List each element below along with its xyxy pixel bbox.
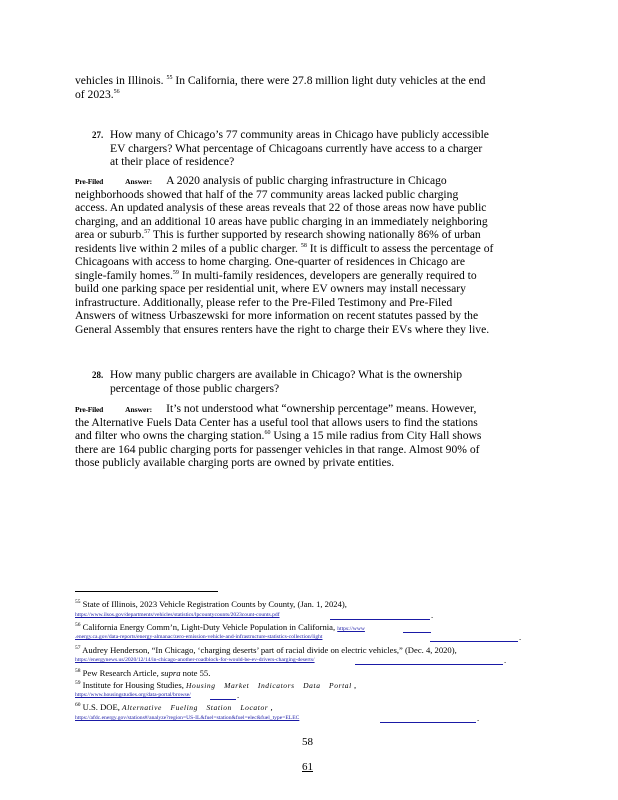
footnote-55: $^{55}$ State of Illinois, 2023 Vehicle Registration Counts by County, (Jan. 1, 2024), [75,599,347,609]
footnote-59-link-underline [210,699,236,700]
footnote-60: $^{60}$ U.S. DOE, Alternative Fueling Station Locator , [75,702,273,712]
footnote-ref-58[interactable]: 58 [300,243,307,250]
question-28-line-1: How many public chargers are available in Chicago? What is the ownership [110,368,463,381]
footnote-57-link[interactable]: https://energynews.us/2020/12/14/in-chicago-another-roadblock-for-would-be-ev-drivers-charging-deserts/ [75,657,315,663]
footnote-57-link-underline [355,664,503,665]
footnote-56: $^{56}$ California Energy Comm’n, Light-Duty Vehicle Population in California, https://www [75,622,365,632]
page-number-outer: 61 [302,761,313,773]
footnote-55-link-underline [330,619,430,620]
answer-27-line-7: Chicagoans with access to home charging. One-quarter of residences in Chicago are [75,255,465,268]
footnote-60-link-underline [380,722,476,723]
footnote-57: $^{57}$ Audrey Henderson, “In Chicago, ‘charging deserts’ part of racial divide on electric vehicles,” (Dec. 4, 2020), [75,645,457,655]
question-28-number: 28. [92,370,104,380]
answer-27-line-4: charging, and an additional 10 areas have public charging in an immediately neighboring [75,215,488,228]
footnote-56-link-start[interactable]: https://www [337,626,365,632]
question-27-number: 27. [92,130,104,140]
footnote-ref-55[interactable]: 55 [166,75,173,82]
footnote-55-link[interactable]: https://www.ilsos.gov/departments/vehicles/statistics/lpcountycounts/2023count-counts.pdf [75,612,280,618]
footnote-56-link-underline-2 [430,641,518,642]
answer-28-line-5: those publicly available charging ports are owned by private entities. [75,456,395,469]
answer-27-line-10: infrastructure. Additionally, please refer to the Pre-Filed Testimony and Pre-Filed [75,296,453,309]
intro-line-2: of 2023.56 [75,88,120,101]
footnote-56-link-underline [403,632,431,633]
answer-27-line-11: Answers of witness Urbaszewski for more information on recent statutes passed by the [75,309,479,322]
answer-27-line-9: build one parking space per residential unit, where EV owners may install necessary [75,282,466,295]
footnote-separator [75,591,218,592]
prefiled-label: Pre-Filed [75,405,104,414]
answer-27-line-3: access. An updated analysis of these areas reveals that 22 of those areas now have public [75,201,487,214]
question-27-line-1: How many of Chicago’s 77 community areas in Chicago have publicly accessible [110,128,489,141]
answer-28-line-2: the Alternative Fuels Data Center has a useful tool that allows users to find the stations [75,416,478,429]
answer-28-line-4: there are 164 public charging ports for passenger vehicles in that range. Almost 90% of [75,443,480,456]
prefiled-label: Pre-Filed [75,177,104,186]
answer-27-line-2: neighborhoods showed that half of the 77 community areas lacked public charging [75,188,459,201]
question-27-line-2: EV chargers? What percentage of Chicagoans currently have access to a charger [110,142,483,155]
footnote-56-link[interactable]: .energy.ca.gov/data-reports/energy-almanac/zero-emission-vehicle-and-infrastructure-statistics-collection/light [75,634,323,640]
footnote-ref-60[interactable]: 60 [264,430,271,437]
intro-line-1: vehicles in Illinois. $^{55}$ In California, there were 27.8 million light duty vehicles at the end [75,74,486,87]
footnote-ref-56[interactable]: 56 [113,89,120,96]
footnote-58: $^{58}$ Pew Research Article, supra note 55. [75,668,211,678]
document-page: vehicles in Illinois. $^{55}$ In California, there were 27.8 million light duty vehicles at the end of 2023.56 27. How many of Chicago’s 77 community areas in Chicago have publicly accessible EV chargers? What percentage of Chicagoans currently have access to a charger at their place of residence? Pre-Filed Answer: A 2020 analysis of public charging infrastructure in Chicago neighborhoods showed that half of the 77 community areas lacked public charging access. An updated analysis of these areas reveals that 22 of those areas now have public charging, and an additional 10 areas have public charging in an immediately neighboring area or suburb.$^{57}$ This is further supported by research showing nationally 86% of urban residents live within 2 miles of a public charger. $^{58}$ It is difficult to assess the percentage of Chicagoans with access to home charging. One-quarter of residences in Chicago are single-family homes.$^{59}$ In multi-family residences, developers are generally required to build one parking space per residential unit, where EV owners may install necessary infrastructure. Additionally, please refer to the Pre-Filed Testimony and Pre-Filed Answers of witness Urbaszewski for more information on recent statutes passed by the General Assembly that ensures renters have the right to charge their EVs where they live. 28. How many public chargers are available in Chicago? What is the ownership percentage of those public chargers? Pre-Filed Answer: It’s not understood what “ownership percentage” means. However, the Alternative Fuels Data Center has a useful tool that allows users to find the stations and filter who owns the charging station.$^{60}$ Using a 15 mile radius from City Hall shows there are 164 public charging ports for passenger vehicles in that range. Almost 90% of those publicly available charging ports are owned by private entities. $^{55}$ State of Illinois, 2023 Vehicle Registration Counts by County, (Jan. 1, 2024), https://www.ilsos.gov/departments/vehicles/statistics/lpcountycounts/2023count-counts.pdf . $^{56}$ California Energy Comm’n, Light-Duty Vehicle Population in California, https://www .energy.ca.gov/data-reports/energy-almanac/zero-emission-vehicle-and-infrastructure-statistics-collection/light . $^{57}$ Audrey Henderson, “In Chicago, ‘charging deserts’ part of racial divide on electric vehicles,” (Dec. 4, 2020), https://energynews.us/2020/12/14/in-chicago-another-roadblock-for-would-be-ev-drivers-charging-deserts/ . $^{58}$ Pew Research Article, supra note 55. $^{59}$ Institute for Housing Studies, Housing Market Indicators Data Portal , https://www.housingstudies.org/data-portal/browse/ . $^{60}$ U.S. DOE, Alternative Fueling Station Locator , https://afdc.energy.gov/stations#/analyze?region=US-IL&fuel=station&fuel=elec&fuel_type=ELEC . 58 61 [75,74,522,773]
footnote-59: $^{59}$ Institute for Housing Studies, Housing Market Indicators Data Portal , [75,680,357,690]
footnote-ref-59[interactable]: 59 [172,270,179,277]
footnote-ref-57[interactable]: 57 [144,229,151,236]
footnote-60-link[interactable]: https://afdc.energy.gov/stations#/analyze?region=US-IL&fuel=station&fuel=elec&fuel_type=ELEC [75,715,300,721]
answer-27-line-5: area or suburb.$^{57}$ This is further supported by research showing nationally 86% of urban [75,228,481,241]
answer-label: Answer: [125,177,153,186]
answer-27-line-12: General Assembly that ensures renters have the right to charge their EVs where they live. [75,323,490,336]
question-27-line-3: at their place of residence? [110,155,235,168]
answer-label: Answer: [125,405,153,414]
answer-27-line-6: residents live within 2 miles of a public charger. $^{58}$ It is difficult to assess the percentage of [75,242,494,255]
question-28-line-2: percentage of those public chargers? [110,382,280,395]
footnote-59-link[interactable]: https://www.housingstudies.org/data-portal/browse/ [75,692,191,698]
answer-28-line-3: and filter who owns the charging station.$^{60}$ Using a 15 mile radius from City Hall shows [75,429,482,442]
answer-27-line-1: Pre-Filed Answer: A 2020 analysis of public charging infrastructure in Chicago [75,174,447,187]
page-number-inner: 58 [302,736,313,748]
answer-27-line-8: single-family homes.$^{59}$ In multi-family residences, developers are generally required to [75,269,477,282]
answer-28-line-1: Pre-Filed Answer: It’s not understood what “ownership percentage” means. However, [75,402,477,415]
